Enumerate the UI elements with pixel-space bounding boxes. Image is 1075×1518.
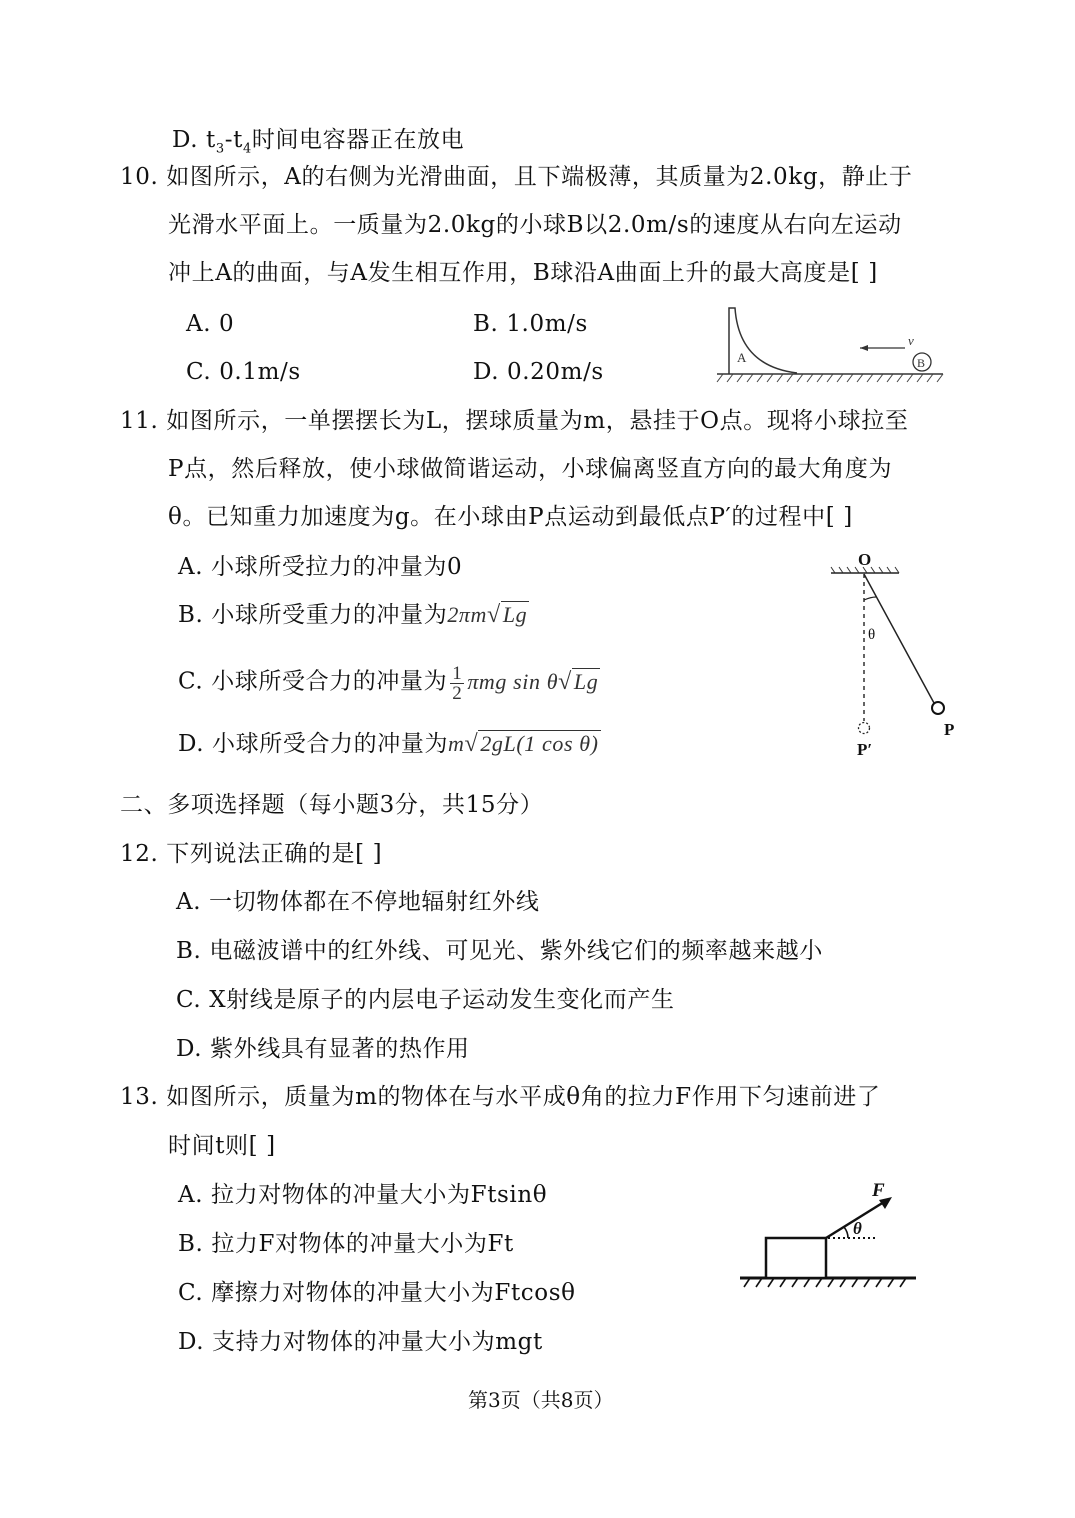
q12-option-a: A. 一切物体都在不停地辐射红外线 [176,889,540,915]
q11-label-o: O [858,550,872,569]
q11-label-theta: θ [868,627,876,643]
q12-option-c: C. X射线是原子的内层电子运动发生变化而产生 [176,987,675,1013]
q13-option-d: D. 支持力对物体的冲量大小为mgt [178,1329,543,1355]
q11-bob-p-prime [859,723,870,734]
q13-option-a: A. 拉力对物体的冲量大小为Ftsinθ [178,1182,548,1208]
q13-stem-line2: 时间t则[ ] [168,1133,276,1159]
q13-option-b: B. 拉力F对物体的冲量大小为Ft [178,1231,514,1257]
q10-label-a: A [737,350,747,365]
q10-figure [715,300,945,385]
q10-label-v: v [908,333,914,348]
q10-stem-line2: 光滑水平面上。一质量为2.0kg的小球B以2.0m/s的速度从右向左运动 [168,212,902,238]
q10-option-a: A. 0 [186,311,235,337]
q10-option-c: C. 0.1m/s [186,359,301,385]
q10-arrowhead [860,345,868,351]
q11-option-c-formula: $\frac{1}{2}$ πmg sin θ√Lg [452,663,599,704]
q13-label-theta: θ [853,1219,862,1238]
q12-stem: 12. 下列说法正确的是[ ] [120,841,383,867]
q13-stem-line1: 13. 如图所示，质量为m的物体在与水平成θ角的拉力F作用下匀速前进了 [120,1084,881,1110]
q10-label-b: B [917,356,926,370]
page-footer: 第3页（共8页） [468,1388,614,1412]
q11-stem-line2: P点，然后释放，使小球做简谐运动，小球偏离竖直方向的最大角度为 [168,456,893,482]
q12-option-d: D. 紫外线具有显著的热作用 [176,1036,470,1062]
q11-option-a: A. 小球所受拉力的冲量为0 [178,554,463,580]
q10-stem-line3: 冲上A的曲面，与A发生相互作用，B球沿A曲面上升的最大高度是[ ] [168,260,878,286]
q11-angle-arc [864,597,876,600]
q11-stem-line1: 11. 如图所示，一单摆摆长为L，摆球质量为m，悬挂于O点。现将小球拉至 [120,408,909,434]
q11-stem-line3: θ。已知重力加速度为g。在小球由P点运动到最低点P′的过程中[ ] [168,504,853,530]
q13-angle-arc [844,1227,848,1238]
q13-label-f: F [872,1180,885,1201]
q10-option-b: B. 1.0m/s [473,311,588,337]
q10-stem-line1: 10. 如图所示，A的右侧为光滑曲面，且下端极薄，其质量为2.0kg，静止于 [120,164,913,190]
q11-pendulum-figure [825,545,975,765]
q11-option-d-formula: m√2gL(1 cos θ) [448,731,599,757]
q11-bob-p [932,702,944,714]
q11-label-p-prime: P′ [857,740,873,759]
q13-option-c: C. 摩擦力对物体的冲量大小为Ftcosθ [178,1280,576,1306]
q12-option-b: B. 电磁波谱中的红外线、可见光、紫外线它们的频率越来越小 [176,938,823,964]
q10-option-d: D. 0.20m/s [473,359,604,385]
q11-option-b: B. 小球所受重力的冲量为2πm√Lg [178,602,528,628]
section2-title: 二、多项选择题（每小题3分，共15分） [120,792,544,818]
q11-option-d: D. 小球所受合力的冲量为m√2gL(1 cos θ) [178,731,599,757]
q11-option-b-formula: 2πm√Lg [447,602,528,628]
q13-block [766,1238,826,1278]
q11-label-p: P [944,720,955,739]
q10-ground-hatch [717,374,943,382]
q11-option-c: C. 小球所受合力的冲量为 $\frac{1}{2}$ πmg sin θ√Lg [178,663,599,704]
q9-option-d: D. $t_3-t_4$时间电容器正在放电 [172,127,465,157]
q13-figure [738,1180,918,1290]
